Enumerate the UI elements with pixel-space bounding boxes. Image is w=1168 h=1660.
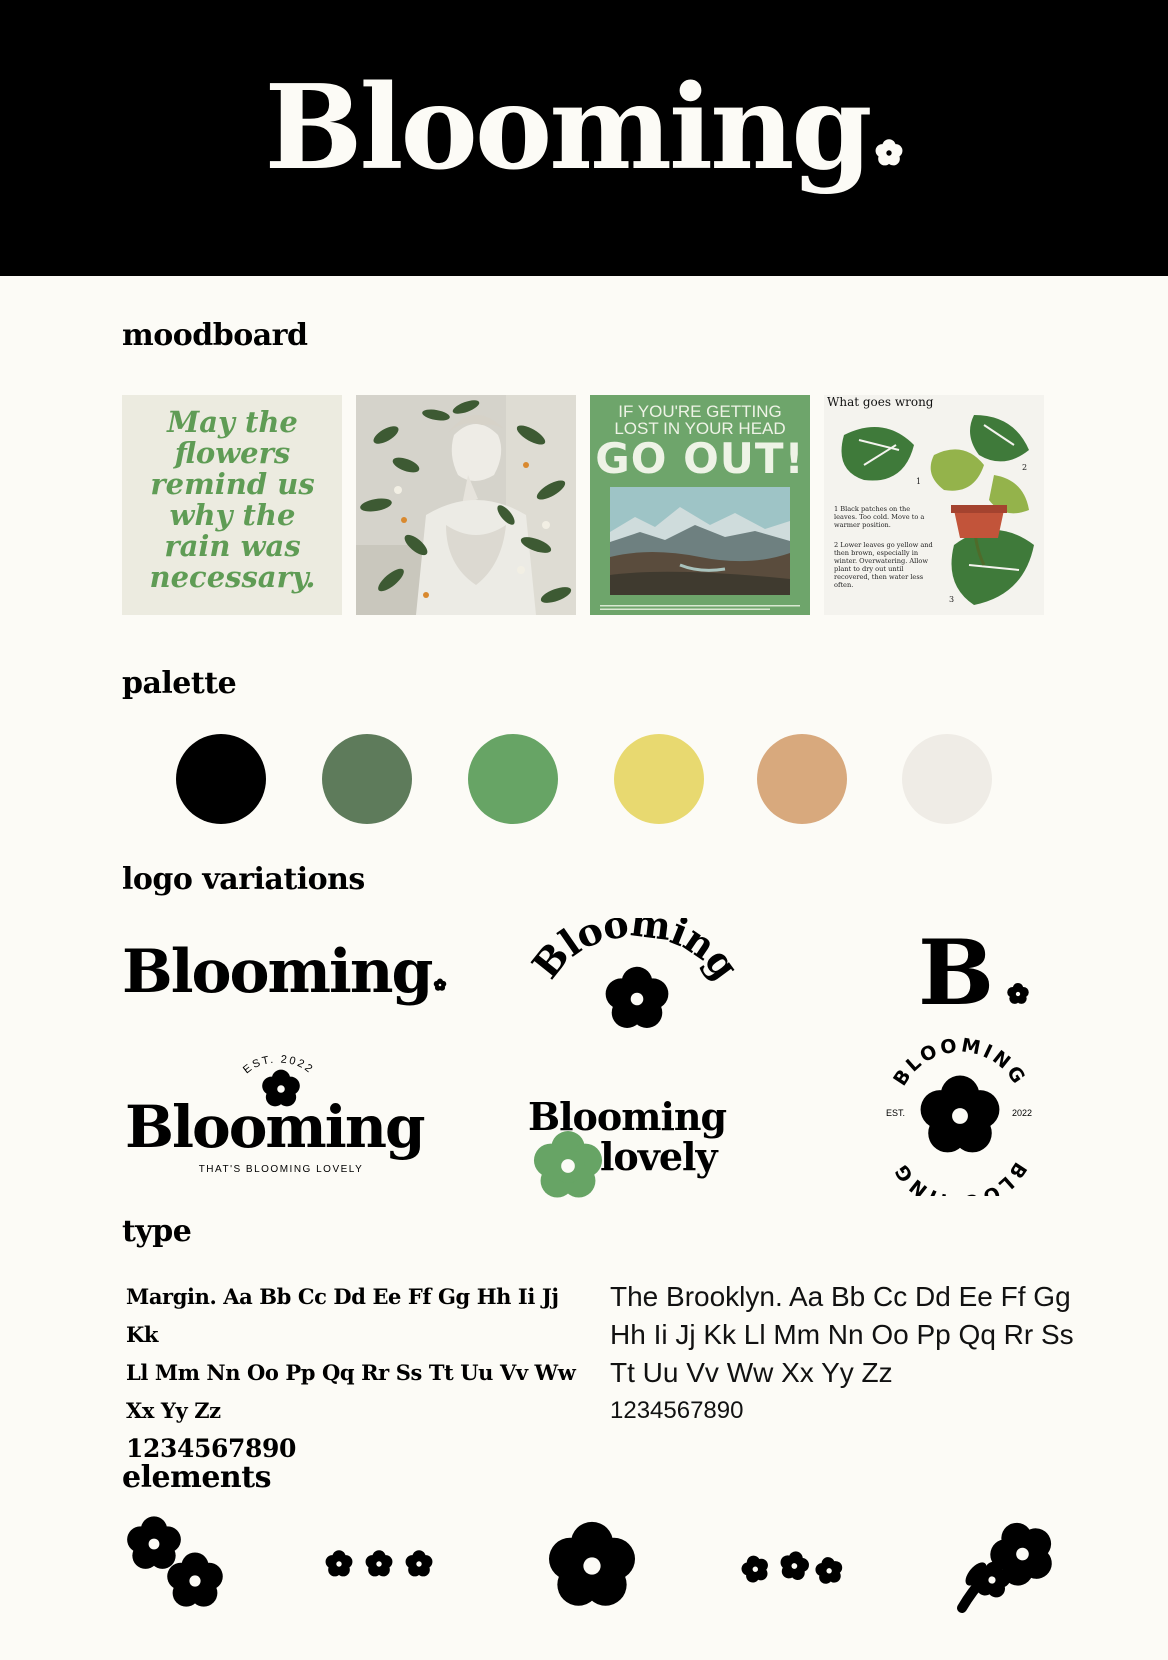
section-title-logo-variations: logo variations (122, 862, 365, 897)
flower-pair-icon (124, 1514, 234, 1614)
circular-badge-graphic (880, 1026, 1040, 1196)
poster-fine-print (600, 603, 800, 611)
monogram-letter: B (918, 920, 995, 1026)
color-swatch (322, 734, 412, 824)
lovely-logo-line1: Blooming (528, 1094, 727, 1139)
est-year-text: EST. 2022 (241, 1053, 317, 1077)
brand-title (0, 60, 1168, 196)
specimen-line: Ll Mm Nn Oo Pp Qq Rr Ss Tt Uu Vv Ww (126, 1360, 576, 1385)
section-title-moodboard: moodboard (122, 318, 308, 353)
callout-number: 2 (1022, 463, 1028, 472)
quote-line: rain was (164, 529, 301, 563)
quote-line: remind us (150, 467, 315, 501)
callout-number: 1 (916, 477, 922, 486)
logo-arched (530, 918, 740, 1038)
mountain-landscape-photo (610, 487, 790, 595)
lovely-logo-line2: lovely (600, 1134, 717, 1179)
specimen-digits: 1234567890 (126, 1434, 296, 1463)
flower-trio-icon (322, 1546, 442, 1582)
color-swatch (468, 734, 558, 824)
badge-bottom-text: BLO ING (889, 1158, 1031, 1196)
logo-primary-wordmark (122, 937, 447, 1007)
flower-icon (874, 138, 904, 168)
flower-icon (433, 978, 447, 992)
statue-photo (356, 395, 576, 615)
badge-est-label: EST. (886, 1108, 906, 1118)
poster-subtitle (590, 403, 810, 437)
serif-type-specimen (126, 1278, 596, 1468)
specimen-digits: 1234567890 (610, 1397, 744, 1424)
badge-top-text: BLOOMING (889, 1034, 1031, 1090)
color-swatch (757, 734, 847, 824)
moodboard-poster-image (590, 395, 810, 615)
specimen-line: Xx Yy Zz (126, 1398, 221, 1423)
logo-circular-badge (880, 1026, 1040, 1196)
section-title-palette: palette (122, 666, 237, 701)
header-banner (0, 0, 1168, 276)
poster-line: IF YOU'RE GETTING (618, 402, 782, 421)
logo-monogram (918, 920, 1038, 1026)
logo-stacked (122, 1048, 442, 1178)
color-swatch (614, 734, 704, 824)
specimen-line: Hh Ii Jj Kk Ll Mm Nn Oo Pp Qq Rr Ss (610, 1319, 1074, 1350)
color-swatch (902, 734, 992, 824)
plant-notes (834, 505, 934, 589)
arched-logo-text: loomin (551, 918, 724, 969)
green-flower-icon (530, 1128, 606, 1204)
color-swatch (176, 734, 266, 824)
svg-text:BLOOMING (889, 1158, 1031, 1196)
flower-branch-icon (950, 1516, 1060, 1616)
single-flower-icon (544, 1518, 640, 1614)
moodboard-plant-illustration (824, 395, 1044, 615)
sans-type-specimen (610, 1278, 1100, 1430)
quote-line: why the (169, 498, 296, 532)
badge-year-label: 2022 (1012, 1108, 1033, 1118)
section-title-elements: elements (122, 1460, 271, 1495)
poster-line: LOST IN YOUR HEAD (614, 419, 786, 438)
plant-note: 2 Lower leaves go yellow and then brown, especially in winter. Overwatering. Allow plant to dry out until recovered, then water less often. (834, 541, 933, 589)
logo-wordmark-text: Blooming (122, 937, 432, 1007)
quote-text (130, 407, 335, 593)
plant-note: 1 Black patches on the leaves. Too cold. Move to a warmer position. (834, 505, 925, 529)
stacked-logo-wordmark: Blooming (125, 1093, 424, 1161)
moodboard-quote-image (122, 395, 342, 615)
poster-headline: GO OUT! (595, 434, 805, 483)
specimen-line: The Brooklyn. Aa Bb Cc Dd Ee Ff Gg (610, 1281, 1071, 1312)
stacked-logo-tagline: THAT'S BLOOMING LOVELY (198, 1164, 364, 1175)
logo-blooming-lovely (528, 1094, 748, 1198)
specimen-line: Margin. Aa Bb Cc Dd Ee Ff Gg Hh Ii Jj Kk (126, 1284, 559, 1347)
arched-logo-graphic (530, 918, 740, 1038)
flower-icon (1006, 982, 1030, 1006)
specimen-line: Tt Uu Vv Ww Xx Yy Zz (610, 1357, 893, 1388)
quote-line: necessary. (149, 560, 316, 594)
callout-number: 3 (949, 595, 955, 604)
flower-trio-tilted-icon (736, 1546, 850, 1590)
plant-heading: What goes wrong (827, 395, 934, 409)
quote-line: May the (167, 405, 298, 439)
section-title-type: type (122, 1214, 192, 1249)
quote-line: flowers (174, 436, 291, 470)
brand-title-text: Blooming (264, 60, 870, 196)
moodboard-statue-image (356, 395, 576, 615)
